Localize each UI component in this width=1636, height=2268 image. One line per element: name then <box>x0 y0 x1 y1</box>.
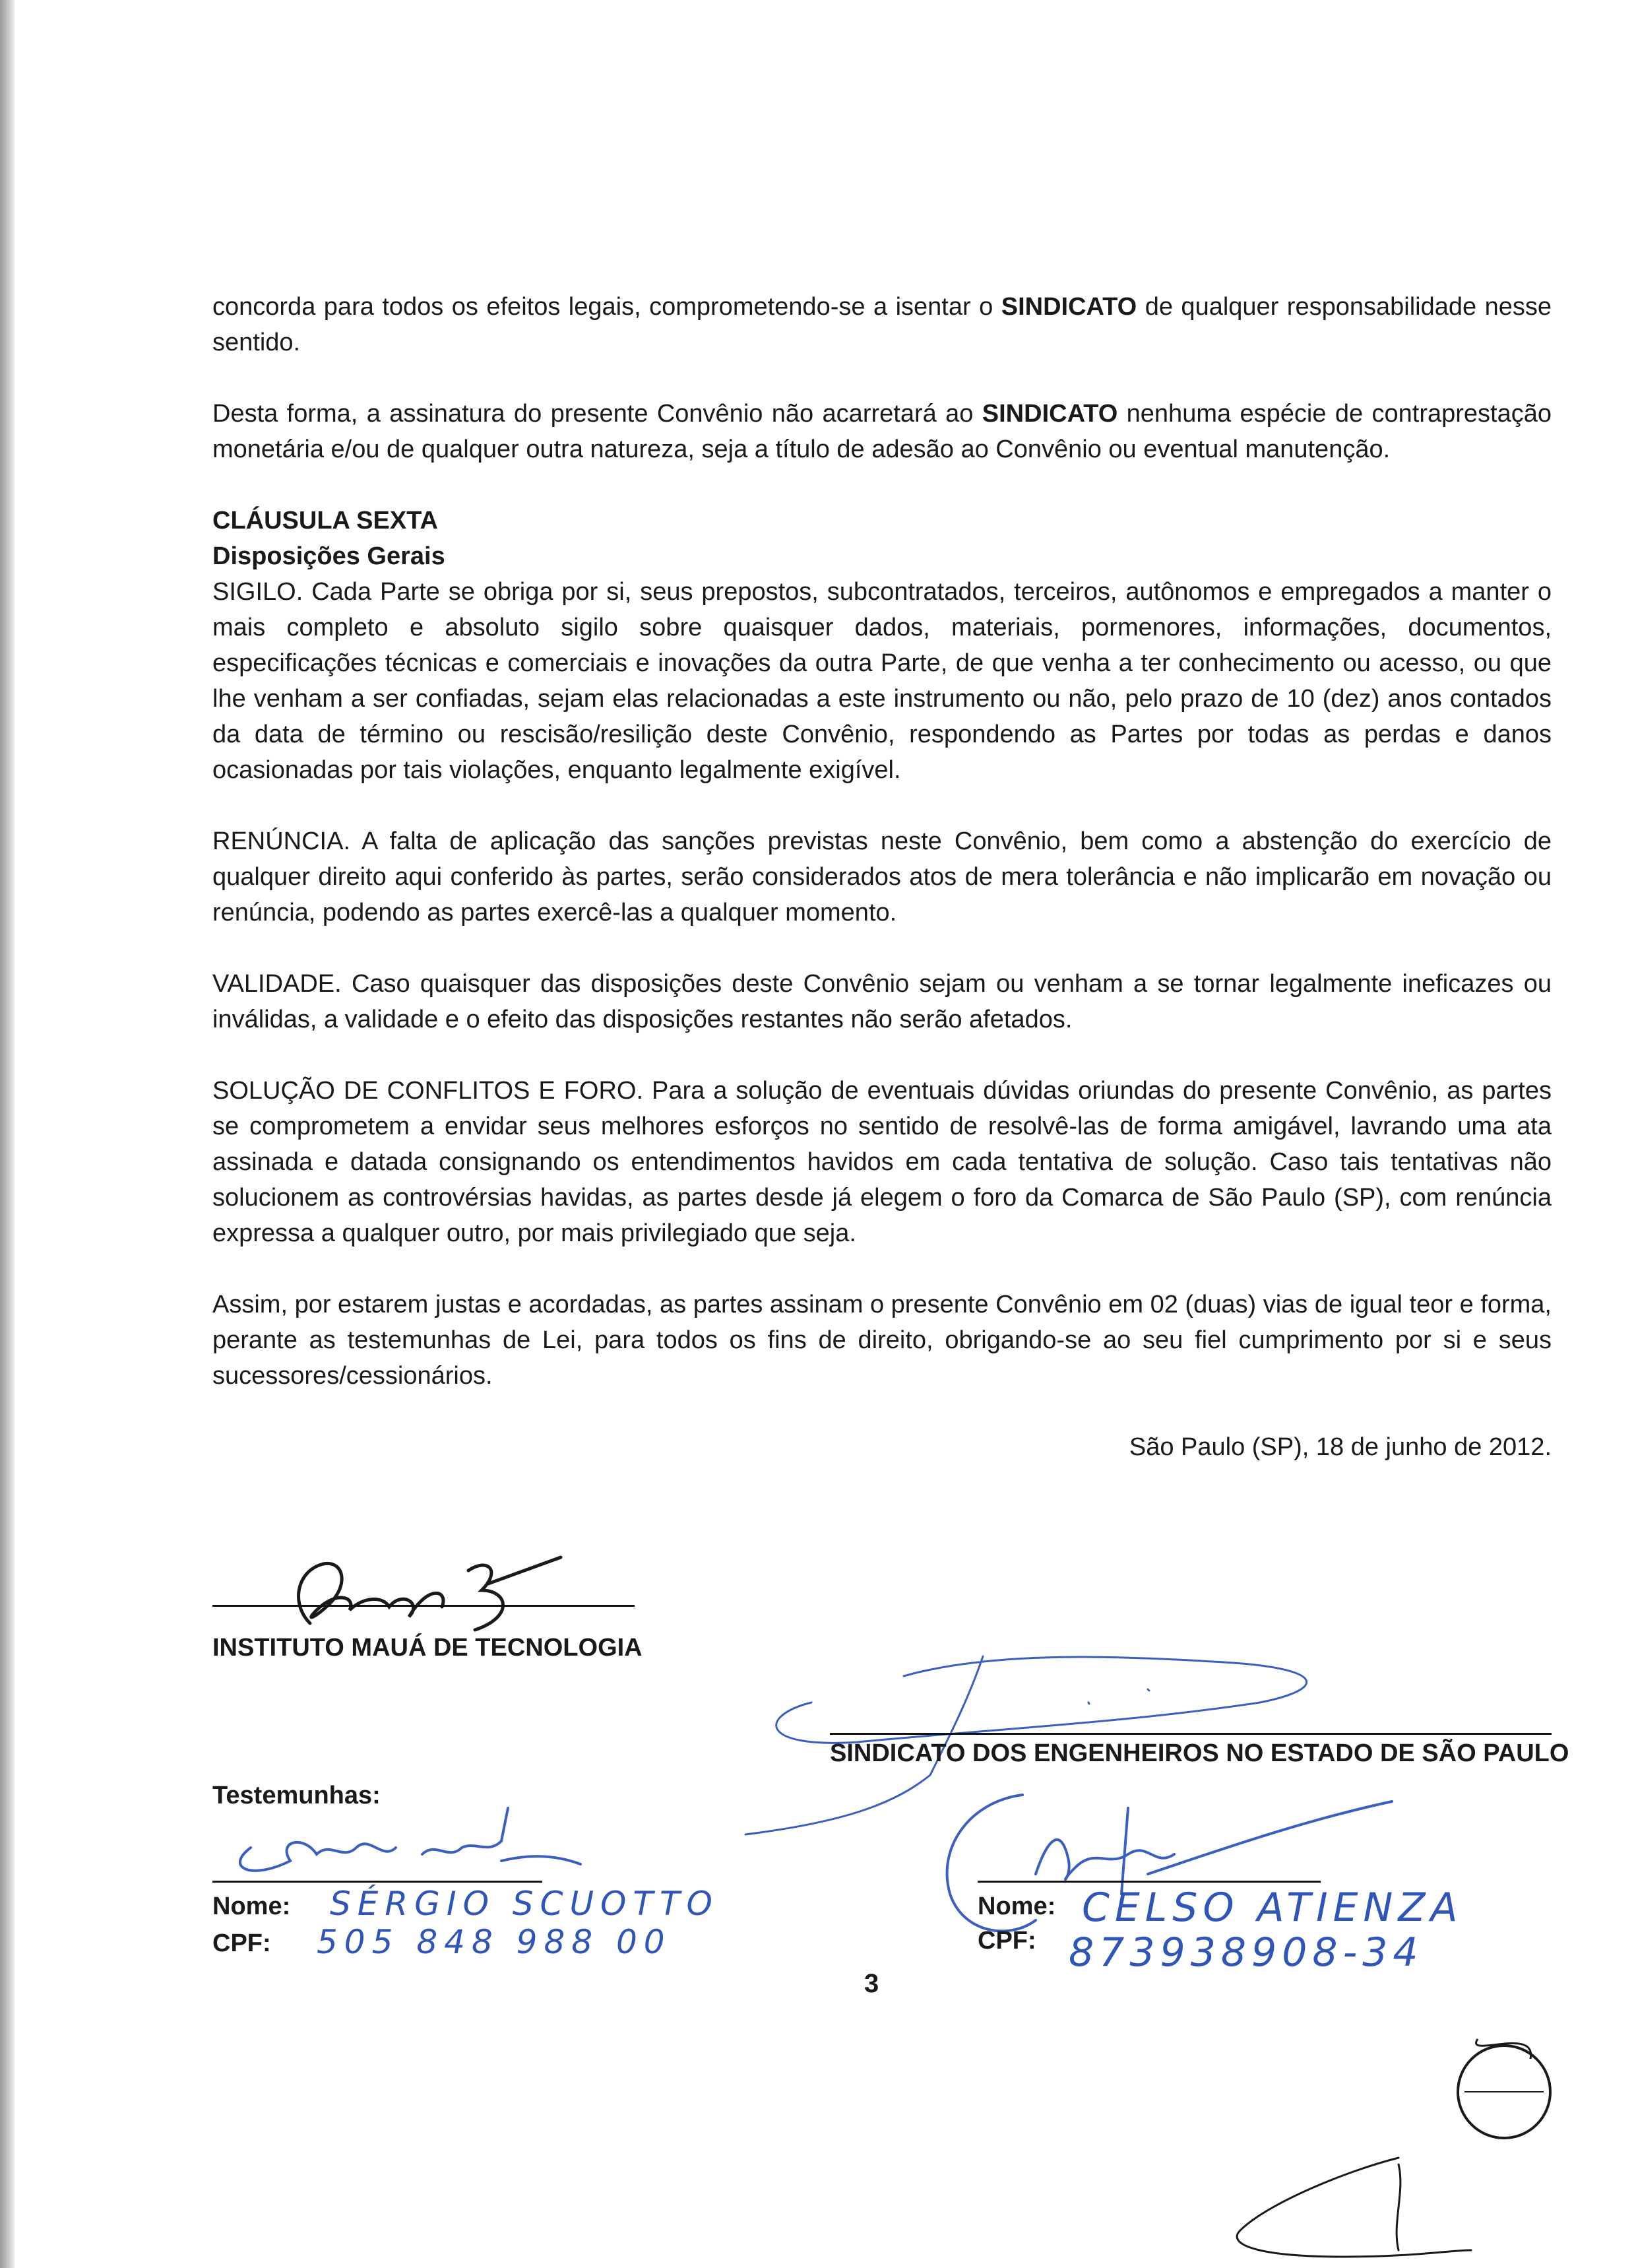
witness2-cpf-label: CPF: <box>978 1927 1036 1955</box>
witness1-name-handwritten: SÉRGIO SCUOTTO <box>330 1885 719 1923</box>
paragraph-assim: Assim, por estarem justas e acordadas, as partes assinam o presente Convênio em 02 (duas) vias de igual teor e forma, perante as testemunhas de Lei, para todos os fins de direito, obrigando-se ao seu fiel cumprimento por si e seus sucessores/cessionários. <box>212 1291 1552 1390</box>
witnesses-label: Testemunhas: <box>212 1782 381 1809</box>
text-run: Desta forma, a assinatura do presente Convênio não acarretará ao <box>212 400 982 428</box>
witness2-name-handwritten: CELSO ATIENZA <box>1082 1885 1463 1931</box>
text-run: concorda para todos os efeitos legais, comprometendo-se a isentar o <box>212 293 1001 321</box>
text-run-bold: SINDICATO <box>1001 293 1137 321</box>
signature-line-witness1 <box>212 1881 542 1883</box>
clause-title: CLÁUSULA SEXTA <box>212 507 438 535</box>
paragraph-indemnity <box>212 289 1552 360</box>
text-run: nenhuma espécie de contraprestação monetária e/ou de qualquer outra natureza, seja a título de adesão ao Convênio ou eventual manutenção. <box>212 400 1552 463</box>
rubric-initials-icon <box>1214 2151 1491 2263</box>
witness1-cpf-handwritten: 505 848 988 00 <box>317 1923 672 1961</box>
document-date: São Paulo (SP), 18 de junho de 2012. <box>1129 1433 1552 1461</box>
witness1-name-label: Nome: <box>212 1893 291 1920</box>
text-run-bold: SINDICATO <box>982 400 1118 428</box>
party-sindicato-label: SINDICATO DOS ENGENHEIROS NO ESTADO DE SÃO PAULO <box>830 1739 1569 1767</box>
signature-line-sindicato <box>830 1733 1552 1735</box>
witness1-cpf-label: CPF: <box>212 1929 271 1957</box>
signature-line-witness2 <box>978 1881 1321 1883</box>
witness2-name-label: Nome: <box>978 1893 1056 1920</box>
paragraph-no-consideration <box>212 396 1552 467</box>
signature-witness1-icon <box>211 1801 581 1887</box>
paragraph-validade: VALIDADE. Caso quaisquer das disposições deste Convênio sejam ou venham a se tornar legalmente ineficazes ou inválidas, a validade e o efeito das disposições restantes não serão afetados. <box>212 970 1552 1033</box>
page-number: 3 <box>864 1969 879 1998</box>
signature-line-instituto <box>212 1605 635 1607</box>
amt-juridico-stamp-icon <box>1438 2019 1570 2151</box>
party-instituto-label: INSTITUTO MAUÁ DE TECNOLOGIA <box>212 1634 643 1662</box>
witness2-cpf-handwritten: 873938908-34 <box>1069 1929 1424 1976</box>
document-body <box>212 289 1552 1465</box>
clause-subtitle: Disposições Gerais <box>212 542 445 570</box>
paragraph-renuncia: RENÚNCIA. A falta de aplicação das sanções previstas neste Convênio, bem como a abstenção do exercício de qualquer direito aqui conferido às partes, serão considerados atos de mera tolerância e não implicarão em novação ou renúncia, podendo as partes exercê-las a qualquer momento. <box>212 827 1552 926</box>
paragraph-foro: SOLUÇÃO DE CONFLITOS E FORO. Para a solução de eventuais dúvidas oriundas do presente Convênio, as partes se comprometem a envidar seus melhores esforços no sentido de resolvê-las de forma amigável, lavrando uma ata assinada e datada consignando os entendimentos havidos em cada tentativa de solução. Caso tais tentativas não solucionem as controvérsias havidas, as partes desde já elegem o foro da Comarca de São Paulo (SP), com renúncia expressa a qualquer outro, por mais privilegiado que seja. <box>212 1077 1552 1247</box>
scan-edge <box>0 0 15 2268</box>
text-run: de qualquer responsabilidade nesse sentido. <box>212 293 1552 356</box>
paragraph-sigilo: SIGILO. Cada Parte se obriga por si, seus prepostos, subcontratados, terceiros, autônomos e empregados a manter o mais completo e absoluto sigilo sobre quaisquer dados, materiais, pormenores, informações, documentos, especificações técnicas e comerciais e inovações da outra Parte, de que venha a ter conhecimento ou acesso, ou que lhe venham a ser confiadas, sejam elas relacionadas a este instrumento ou não, pelo prazo de 10 (dez) anos contados da data de término ou rescisão/resilição deste Convênio, respondendo as Partes por todas as perdas e danos ocasionadas por tais violações, enquanto legalmente exigível. <box>212 578 1552 784</box>
